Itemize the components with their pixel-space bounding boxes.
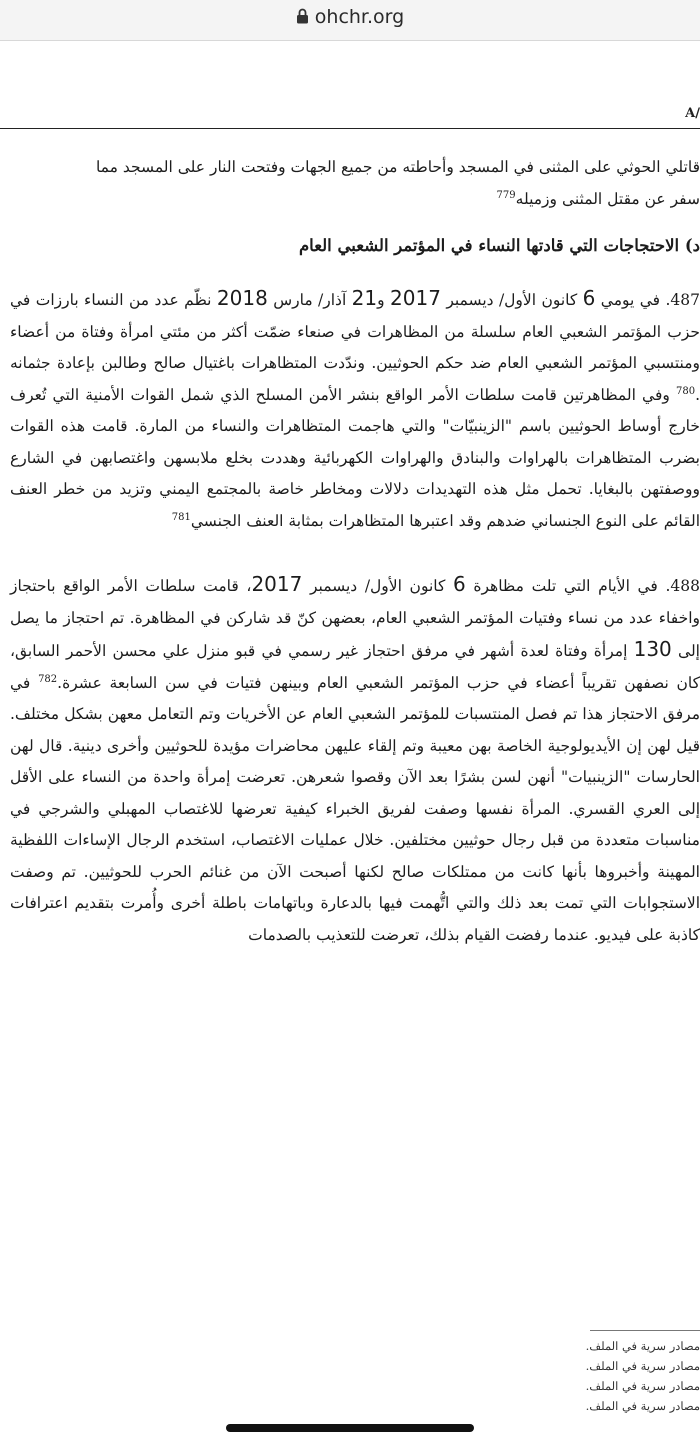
footnote-ref-782[interactable]: 782 — [38, 673, 58, 685]
url-display[interactable] — [0, 6, 700, 29]
paragraph-number: 487. — [665, 291, 700, 309]
url-text: ohchr.org — [314, 6, 405, 28]
intro-paragraph — [10, 152, 700, 215]
document-symbol: A/ — [685, 106, 700, 121]
intro-line-1: قاتلي الحوثي على المثنى في المسجد وأحاطته من جميع الجهات وفتحت النار على المسجد مما — [95, 158, 700, 176]
paragraph-number: 488. — [665, 577, 700, 595]
lock-icon — [296, 7, 309, 29]
footnote-item: مصادر سرية في الملف. — [585, 1379, 700, 1393]
header-rule — [0, 128, 700, 129]
footnote-separator — [590, 1330, 700, 1331]
paragraph-488: 488. في الأيام التي تلت مظاهرة 6 كانون الأول/ ديسمبر 2017، قامت سلطات الأمر الواقع باحتجاز واخفاء عدد من نساء وفتيات المؤتمر الشعبي العام، بعضهن كنّ قد شاركن في المظاهرة. تم احتجاز ما يصل إلى 130 إمرأة وفتاة لعدة أشهر في مرفق احتجاز غير رسمي في قبو منزل علي محسن الأحمر السابق، كان نصفهن تقريباً أعضاء في حزب المؤتمر الشعبي العام وبينهن فتيات في سن السابعة عشرة.$^{782}$ في مرفق الاحتجاز هذا تم فصل المنتسبات للمؤتمر الشعبي العام عن الأخريات وتم التعامل معهن بشكل مختلف. قيل لهن إن الأيديولوجية الخاصة بهن معيبة وتم إلقاء عليهن محاضرات مؤيدة للحوثيين وأخرى دينية. قال لهن الحارسات "الزينبيات" أنهن لسن بشرًا بعد الآن وقصوا شعرهن. تعرضت إمرأة واحدة من النساء على الأقل إلى العري القسري. المرأة نفسها وصفت لفريق الخبراء كيفية تعرضها للاغتصاب المهبلي والشرجي في مناسبات متعددة من قبل رجال حوثيين مختلفين. خلال عمليات الاغتصاب، استخدم الرجال الإساءات اللفظية المهينة وأخبروها بأنها كانت من ممتلكات صالح لكنها أصبحت الآن من غنائم الحرب للحوثيين. تم وصفت الاستجوابات التي تمت بعد ذلك والتي اتُّهمت فيها بالدعارة وباتهامات باطلة أخرى وأُمرت بتقديم اعترافات كاذبة على فيديو. عندما رفضت القيام بذلك، تعرضت للتعذيب بالصدمات — [10, 572, 700, 944]
footnotes — [560, 1336, 700, 1416]
footnote-ref-780[interactable]: 780 — [675, 385, 696, 397]
footnote-ref-781[interactable]: 781 — [171, 511, 191, 523]
section-heading: د) الاحتجاجات التي قادتها النساء في المؤتمر الشعبي العام — [298, 236, 700, 255]
footnote-item: مصادر سرية في الملف. — [585, 1359, 700, 1373]
document-body — [10, 152, 700, 951]
footnote-ref-779[interactable]: 779 — [496, 189, 516, 201]
intro-line-2: سفر عن مقتل المثنى وزميله — [515, 189, 700, 208]
footnote-item: مصادر سرية في الملف. — [585, 1399, 700, 1413]
paragraph-487: 487. في يومي 6 كانون الأول/ ديسمبر 2017 و21 آذار/ مارس 2018 نظّم عدد من النساء بارزات في حزب المؤتمر الشعبي العام سلسلة من المظاهرات في صنعاء ضمّت أكثر من مئتي امرأة وفتاة من أعضاء ومنتسبي المؤتمر الشعبي العام ضد حكم الحوثيين. وندّدت المتظاهرات باغتيال صالح وطالبن بإعادة جثمانه .$^{780}$ وفي المظاهرتين قامت سلطات الأمر الواقع بنشر الأمن المسلح الذي شمل القوات الأمنية التي تُعرف خارج أوساط الحوثيين باسم "الزينبيّات" والتي هاجمت المتظاهرات والنساء من المارة. قامت هذه القوات بضرب المتظاهرات بالهراوات والبنادق والهراوات الكهربائية وهددت بخلع ملابسهن واغتصابهن في الشارع ووصفتهن بالبغايا. تحمل مثل هذه التهديدات دلالات ومخاطر خاصة بالمجتمع اليمني وتزيد من خطر العنف القائم على النوع الجنساني ضدهم وقد اعتبرها المتظاهرات بمثابة العنف الجنسي$^{781}$ — [10, 286, 700, 530]
browser-address-bar[interactable] — [0, 0, 700, 41]
footnote-item: مصادر سرية في الملف. — [585, 1339, 700, 1353]
home-indicator[interactable] — [226, 1424, 474, 1432]
